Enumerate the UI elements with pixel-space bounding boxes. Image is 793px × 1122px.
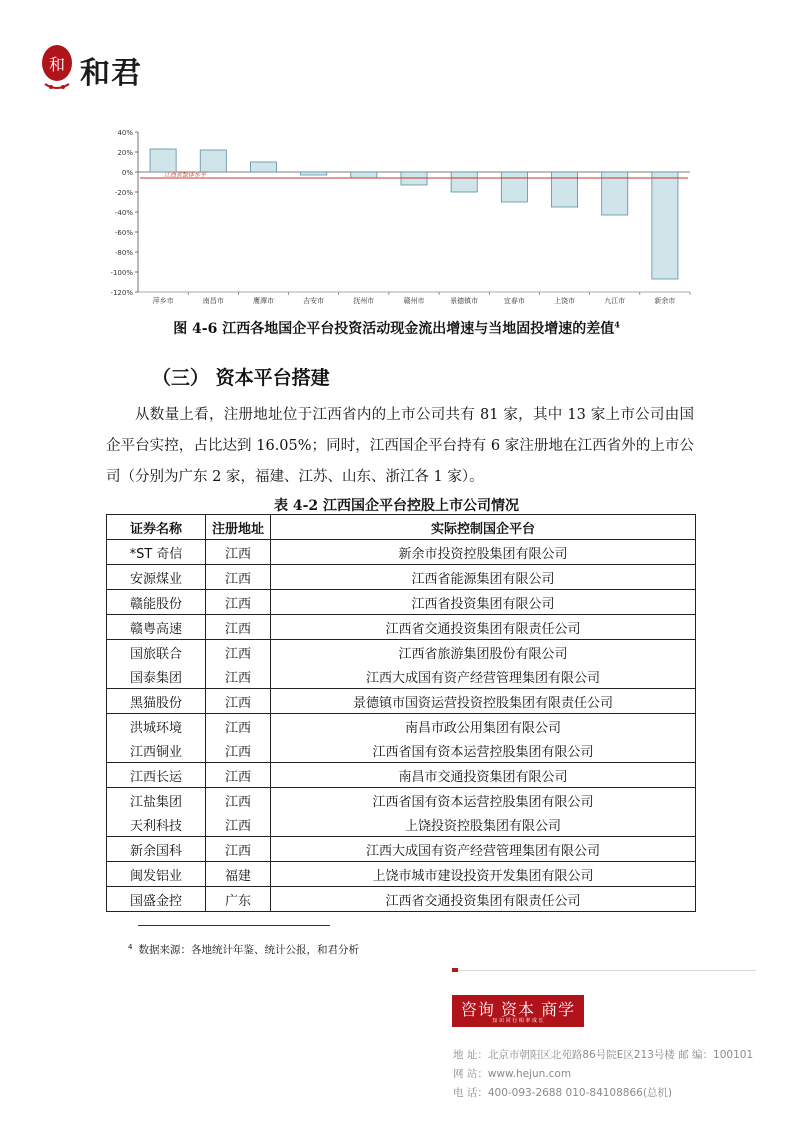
figure-caption-text: 图 4-6 江西各地国企平台投资活动现金流出增速与当地固投增速的差值 [173, 321, 615, 337]
cell-security-name: 新余国科 [107, 837, 206, 862]
cell-controlling-platform: 江西省旅游集团股份有限公司 [271, 640, 696, 665]
cell-security-name: 洪城环境 [107, 714, 206, 739]
table-row [107, 664, 696, 689]
cell-controlling-platform: 南昌市政公用集团有限公司 [271, 714, 696, 739]
cell-security-name: 国旅联合 [107, 640, 206, 665]
header-security-name: 证券名称 [107, 515, 206, 540]
figure-caption [0, 318, 793, 338]
cell-security-name: 闽发铝业 [107, 862, 206, 887]
table-header-row [107, 515, 696, 540]
table-caption: 表 4-2 江西国企平台控股上市公司情况 [273, 498, 520, 514]
x-tick-label: 宜春市 [503, 297, 525, 305]
x-tick-label: 南昌市 [202, 297, 224, 305]
cell-registered-address: 江西 [206, 640, 271, 665]
body-paragraph: 从数量上看，注册地址位于江西省内的上市公司共有 81 家，其中 13 家上市公司由国企平台实控，占比达到 16.05%；同时，江西国企平台持有 6 家注册地在江西省外的上市公司（分别为广东 2 家，福建、江苏、山东、浙江各 1 家）。 [106, 407, 694, 485]
table-row [107, 862, 696, 887]
cell-controlling-platform: 江西大成国有资产经营管理集团有限公司 [271, 664, 696, 689]
cell-security-name: 安源煤业 [107, 565, 206, 590]
cell-controlling-platform: 江西省交通投资集团有限责任公司 [271, 887, 696, 912]
cell-controlling-platform: 上饶投资控股集团有限公司 [271, 812, 696, 837]
cell-controlling-platform: 新余市投资控股集团有限公司 [271, 540, 696, 565]
y-tick-label: -120% [110, 289, 133, 297]
cell-controlling-platform: 江西省国有资本运营控股集团有限公司 [271, 788, 696, 813]
x-tick-label: 九江市 [604, 297, 626, 305]
bar [551, 172, 577, 207]
footer-divider [456, 970, 756, 971]
bar [451, 172, 477, 192]
y-tick-label: 0% [121, 169, 133, 177]
x-tick-label: 景德镇市 [450, 297, 479, 305]
footnote [128, 942, 359, 957]
y-tick-label: -100% [110, 269, 133, 277]
cell-controlling-platform: 江西省能源集团有限公司 [271, 565, 696, 590]
bar [501, 172, 527, 202]
cell-security-name: 国泰集团 [107, 664, 206, 689]
x-tick-label: 上饶市 [554, 297, 576, 305]
footer-accent [452, 968, 458, 972]
cell-registered-address: 广东 [206, 887, 271, 912]
bar [250, 162, 276, 172]
cell-registered-address: 江西 [206, 788, 271, 813]
reference-line-label: 江西省整体水平 [164, 171, 207, 179]
x-tick-label: 赣州市 [403, 297, 425, 305]
cell-controlling-platform: 江西大成国有资产经营管理集团有限公司 [271, 837, 696, 862]
x-tick-label: 萍乡市 [152, 297, 174, 305]
listed-companies-table [106, 514, 696, 912]
table-row [107, 565, 696, 590]
cell-security-name: *ST 奇信 [107, 540, 206, 565]
table-row [107, 590, 696, 615]
bar [652, 172, 678, 279]
cell-controlling-platform: 江西省国有资本运营控股集团有限公司 [271, 738, 696, 763]
bar [351, 172, 377, 178]
cell-registered-address: 江西 [206, 565, 271, 590]
bar-chart [100, 122, 700, 318]
y-tick-label: -80% [114, 249, 133, 257]
table-row [107, 763, 696, 788]
cell-security-name: 黑猫股份 [107, 689, 206, 714]
section-heading: （三） 资本平台搭建 [152, 367, 330, 389]
cell-controlling-platform: 江西省交通投资集团有限责任公司 [271, 615, 696, 640]
header-controlling-platform: 实际控制国企平台 [271, 515, 696, 540]
y-tick-label: 40% [117, 129, 133, 137]
cell-security-name: 天利科技 [107, 812, 206, 837]
y-tick-label: 20% [117, 149, 133, 157]
footer-website[interactable]: 网 站：www.hejun.com [453, 1068, 572, 1080]
table-row [107, 837, 696, 862]
footnote-text: 数据来源：各地统计年鉴、统计公报，和君分析 [138, 944, 359, 956]
footer-phone: 电 话：400-093-2688 010-84108866(总机) [453, 1087, 673, 1099]
cell-registered-address: 江西 [206, 837, 271, 862]
table-row [107, 788, 696, 813]
cell-registered-address: 福建 [206, 862, 271, 887]
y-tick-label: -40% [114, 209, 133, 217]
bar [200, 150, 226, 172]
x-tick-label: 抚州市 [353, 297, 375, 305]
cell-registered-address: 江西 [206, 738, 271, 763]
cell-controlling-platform: 江西省投资集团有限公司 [271, 590, 696, 615]
slogan-subtext: 知 识 同 行 相 率 成 长 [492, 1018, 544, 1024]
table-row [107, 640, 696, 665]
cell-registered-address: 江西 [206, 664, 271, 689]
bar [150, 149, 176, 172]
cell-security-name: 江西铜业 [107, 738, 206, 763]
x-tick-label: 吉安市 [303, 297, 325, 305]
cell-security-name: 赣能股份 [107, 590, 206, 615]
bar [301, 172, 327, 175]
slogan-text: 咨询 资本 商学 [460, 1000, 576, 1019]
slogan-badge [452, 995, 584, 1027]
cell-security-name: 江盐集团 [107, 788, 206, 813]
table-row [107, 540, 696, 565]
table-row [107, 812, 696, 837]
cell-security-name: 江西长运 [107, 763, 206, 788]
cell-security-name: 赣粤高速 [107, 615, 206, 640]
cell-controlling-platform: 上饶市城市建设投资开发集团有限公司 [271, 862, 696, 887]
footnote-number: 4 [128, 942, 133, 951]
table-row [107, 887, 696, 912]
table-row [107, 714, 696, 739]
cell-registered-address: 江西 [206, 590, 271, 615]
header-registered-address: 注册地址 [206, 515, 271, 540]
footer-address: 地 址：北京市朝阳区北苑路86号院E区213号楼 邮 编：100101 [453, 1049, 754, 1061]
brand-name: 和君 [80, 56, 142, 91]
seal-icon [40, 42, 74, 92]
cell-registered-address: 江西 [206, 689, 271, 714]
cell-registered-address: 江西 [206, 714, 271, 739]
cell-controlling-platform: 南昌市交通投资集团有限公司 [271, 763, 696, 788]
cell-security-name: 国盛金控 [107, 887, 206, 912]
x-tick-label: 鹰潭市 [252, 297, 274, 305]
footnote-mark: 4 [614, 319, 620, 330]
svg-text:和: 和 [48, 55, 66, 74]
y-tick-label: -60% [114, 229, 133, 237]
footnote-divider [138, 925, 330, 926]
table-row [107, 689, 696, 714]
y-tick-label: -20% [114, 189, 133, 197]
company-logo [40, 42, 170, 92]
cell-registered-address: 江西 [206, 812, 271, 837]
x-tick-label: 新余市 [654, 297, 676, 305]
cell-registered-address: 江西 [206, 540, 271, 565]
cell-registered-address: 江西 [206, 615, 271, 640]
cell-registered-address: 江西 [206, 763, 271, 788]
cell-controlling-platform: 景德镇市国资运营投资控股集团有限责任公司 [271, 689, 696, 714]
table-row [107, 738, 696, 763]
table-row [107, 615, 696, 640]
